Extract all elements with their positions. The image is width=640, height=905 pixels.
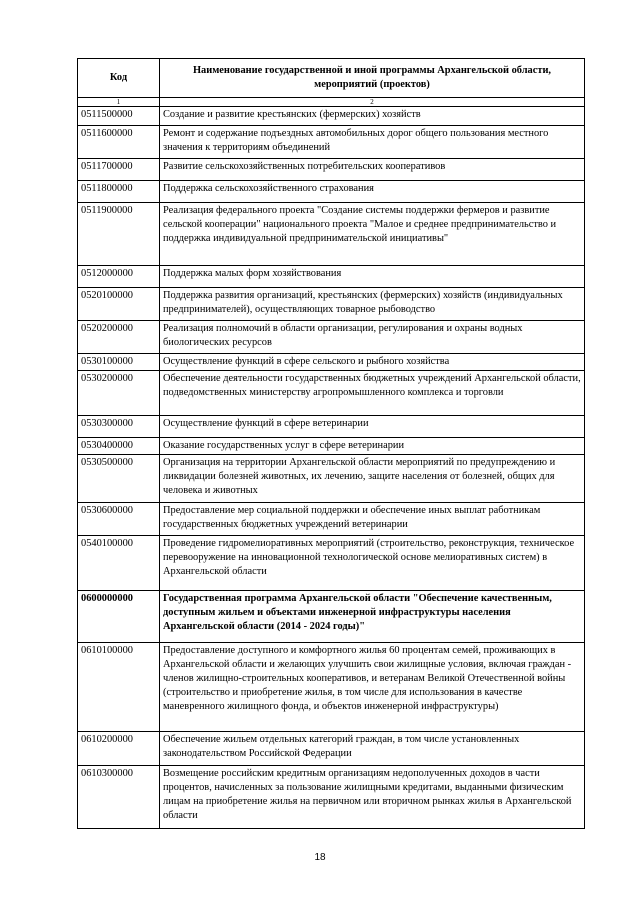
- row-name: Государственная программа Архангельской области "Обеспечение качественным, доступным жильем и объектами инженерной инфраструктуры населения Архангельской области (2014 - 2024 годы)": [160, 591, 585, 643]
- row-name: Проведение гидромелиоративных мероприятий (строительство, реконструкция, техническое перевооружение на инновационной технологической основе мелиоративных систем) в Архангельской области: [160, 536, 585, 591]
- row-name: Осуществление функций в сфере ветеринарии: [160, 416, 585, 438]
- row-name: Обеспечение деятельности государственных бюджетных учреждений Архангельской области, подведомственных министерству агропромышленного комплекса и торговли: [160, 371, 585, 416]
- header-name: Наименование государственной и иной программы Архангельской области, мероприятий (проектов): [160, 59, 585, 98]
- table-row: [78, 371, 585, 416]
- row-code: 0511700000: [78, 159, 160, 181]
- table-row: [78, 591, 585, 643]
- row-name: Реализация федерального проекта "Создание системы поддержки фермеров и развитие сельской кооперации" национального проекта "Малое и среднее предпринимательство и поддержка индивидуальной предпринимательской инициативы": [160, 203, 585, 266]
- row-code: 0520100000: [78, 288, 160, 321]
- row-code: 0530500000: [78, 455, 160, 503]
- row-code: 0530100000: [78, 354, 160, 371]
- table-row: [78, 536, 585, 591]
- table-row: [78, 503, 585, 536]
- row-name: Возмещение российским кредитным организациям недополученных доходов в части процентов, начисленных за пользование жилищными кредитами, выданными физическим лицам на приобретение жилья на первичном или вторичном рынках жилья в Архангельской области: [160, 766, 585, 829]
- row-code: 0530400000: [78, 438, 160, 455]
- row-name: Осуществление функций в сфере сельского и рыбного хозяйства: [160, 354, 585, 371]
- row-name: Организация на территории Архангельской области мероприятий по предупреждению и ликвидации болезней животных, их лечению, защите населения от болезней, общих для человека и животных: [160, 455, 585, 503]
- row-code: 0530600000: [78, 503, 160, 536]
- table-row: [78, 181, 585, 203]
- row-name: Предоставление мер социальной поддержки и обеспечение иных выплат работникам государственных бюджетных учреждений ветеринарии: [160, 503, 585, 536]
- row-code: 0600000000: [78, 591, 160, 643]
- row-code: 0610100000: [78, 643, 160, 732]
- row-code: 0530200000: [78, 371, 160, 416]
- table-row: [78, 416, 585, 438]
- row-code: 0530300000: [78, 416, 160, 438]
- table-row: [78, 766, 585, 829]
- row-code: 0511900000: [78, 203, 160, 266]
- program-codes-table: [77, 58, 585, 829]
- header-code: Код: [78, 59, 160, 98]
- table-row: [78, 203, 585, 266]
- row-name: Предоставление доступного и комфортного жилья 60 процентам семей, проживающих в Архангельской области и желающих улучшить свои жилищные условия, включая граждан - членов жилищно-строительных кооперативов, и ветеранам Великой Отечественной войны (строительство и приобретение жилья, в том числе для использования в качестве маневренного жилищного фонда, и объектов инженерной инфраструктуры): [160, 643, 585, 732]
- row-name: Развитие сельскохозяйственных потребительских кооперативов: [160, 159, 585, 181]
- row-code: 0520200000: [78, 321, 160, 354]
- row-code: 0512000000: [78, 266, 160, 288]
- column-number-2: 2: [160, 98, 585, 107]
- row-code: 0511500000: [78, 107, 160, 126]
- table-row: [78, 266, 585, 288]
- table-row: [78, 107, 585, 126]
- row-name: Обеспечение жильем отдельных категорий граждан, в том числе установленных законодательством Российской Федерации: [160, 732, 585, 766]
- table-row: [78, 354, 585, 371]
- row-name: Поддержка сельскохозяйственного страхования: [160, 181, 585, 203]
- table-body: [78, 107, 585, 829]
- table-row: [78, 321, 585, 354]
- table-row: [78, 643, 585, 732]
- table-row: [78, 732, 585, 766]
- row-name: Поддержка развития организаций, крестьянских (фермерских) хозяйств (индивидуальных предпринимателей), осуществляющих товарное рыбоводство: [160, 288, 585, 321]
- row-name: Реализация полномочий в области организации, регулирования и охраны водных биологических ресурсов: [160, 321, 585, 354]
- table-row: [78, 438, 585, 455]
- row-code: 0540100000: [78, 536, 160, 591]
- row-name: Создание и развитие крестьянских (фермерских) хозяйств: [160, 107, 585, 126]
- row-name: Поддержка малых форм хозяйствования: [160, 266, 585, 288]
- table-row: [78, 288, 585, 321]
- row-code: 0511600000: [78, 126, 160, 159]
- page-number: 18: [314, 852, 326, 863]
- table-row: [78, 126, 585, 159]
- table-row: [78, 455, 585, 503]
- row-code: 0610300000: [78, 766, 160, 829]
- row-code: 0511800000: [78, 181, 160, 203]
- column-number-1: 1: [78, 98, 160, 107]
- table-row: [78, 159, 585, 181]
- row-name: Ремонт и содержание подъездных автомобильных дорог общего пользования местного значения к территориям объединений: [160, 126, 585, 159]
- row-code: 0610200000: [78, 732, 160, 766]
- row-name: Оказание государственных услуг в сфере ветеринарии: [160, 438, 585, 455]
